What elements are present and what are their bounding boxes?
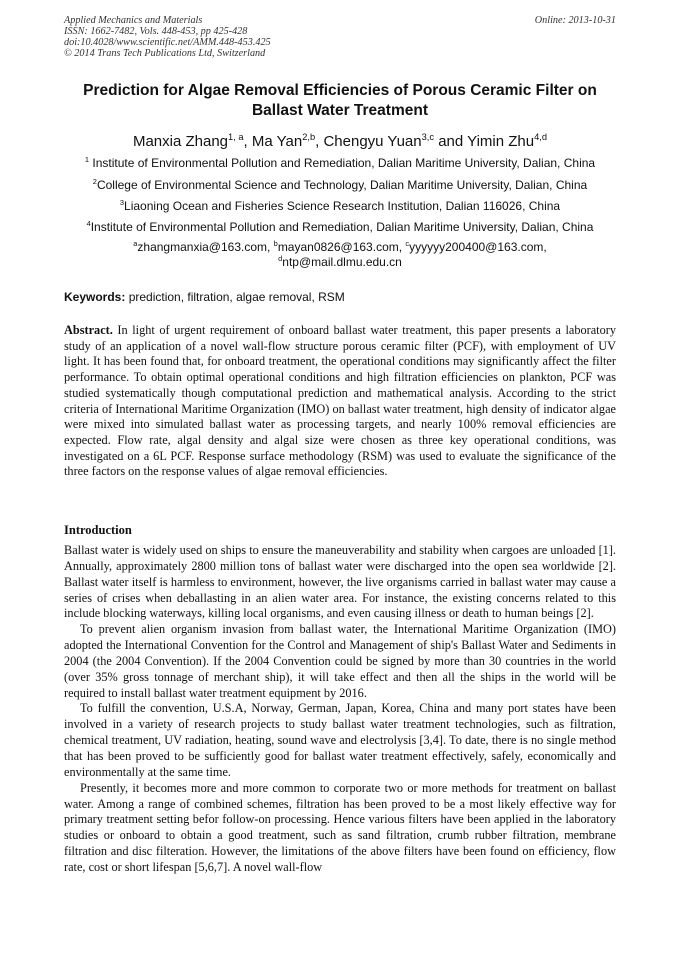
affiliation-sup: 3: [119, 198, 125, 207]
affiliation-2: [64, 178, 616, 192]
email-list: [64, 240, 616, 270]
keywords-label: Keywords:: [64, 290, 126, 304]
paper-title: Prediction for Algae Removal Efficiencies of Porous Ceramic Filter on Ballast Water Treatment: [83, 82, 597, 119]
author-affil-sup: 4,d: [534, 132, 548, 142]
author-name: Yimin Zhu: [467, 133, 535, 150]
affiliation-sup: 2: [92, 177, 97, 186]
paragraph: Ballast water is widely used on ships to ensure the maneuverability and stability when cargoes are unloaded [1]. Annually, approximately 2800 million tons of ballast water were discharged into the open sea worldwide [2]. Ballast water itself is harmless to environment, however, the live organisms carried in ballast water may cause a series of crises when deballasting in an alien water area. For instance, the existing concerns related to this include blocking waterways, killing local organisms, and even causing illness or death to human beings [2].: [64, 543, 616, 621]
journal-header: [64, 15, 616, 59]
author-name: Chengyu Yuan: [323, 133, 422, 150]
affiliation-text: Institute of Environmental Pollution and Remediation, Dalian Maritime University, Dalian, China: [89, 156, 596, 170]
affiliation-text: College of Environmental Science and Technology, Dalian Maritime University, Dalian, China: [96, 178, 588, 192]
affiliation-text: Institute of Environmental Pollution and Remediation, Dalian Maritime University, Dalian, China: [90, 220, 594, 234]
paragraph: Presently, it becomes more and more common to corporate two or more methods for treatment on ballast water. Among a range of combined schemes, filtration has been proved to be a most likely effective way for primary treatment setting befor follow-on processing. Hence various filters have been applied in the laboratory studies or onboard to obtain a good treatment, such as sand filtration, crumb rubber filtration, membrane filtration and disc filteration. However, the limitations of the above filters have been found on efficiency, flow rate, cost or short lifespan [5,6,7]. A novel wall-flow: [64, 780, 616, 874]
author-affil-sup: 3,c: [421, 132, 435, 142]
affiliation-text: Liaoning Ocean and Fisheries Science Research Institution, Dalian 116026, China: [124, 199, 561, 213]
email-sup: c: [405, 239, 410, 248]
abstract-label: Abstract.: [64, 323, 113, 337]
abstract-text: In light of urgent requirement of onboard ballast water treatment, this paper presents a laboratory study of an application of a novel wall-flow structure porous ceramic filter (PCF), with employment of UV light. It has been found that, for onboard treatment, the operational conditions may significantly affect the filter performance. To obtain optimal operational conditions and high filtration efficiencies on plankton, PCF was studied systematically though computational prediction and mathematical analysis. According to the strict criteria of International Maritime Organization (IMO) on ballast water treatment, high density of indicator algae were mixed into simulated ballast water as processing targets, and nearly 100% removal efficiencies are expected. Flow rate, algal density and algal size were chosen as three key operational conditions, was investigated on a 6L PCF. Response surface methodology (RSM) was used to evaluate the significance of the three factors on the response values of algae removal efficiencies.: [64, 323, 616, 479]
copyright-line: © 2014 Trans Tech Publications Ltd, Switzerland: [64, 48, 266, 59]
email-text: yyyyyy200400@163.com,: [409, 240, 547, 254]
keywords-text: prediction, filtration, algae removal, RSM: [125, 290, 345, 304]
affiliation-4: [64, 220, 616, 234]
abstract: [64, 323, 616, 480]
section-heading-introduction: Introduction: [64, 523, 132, 537]
introduction-body: [64, 543, 616, 876]
author-sep: ,: [243, 133, 252, 150]
affiliation-3: [64, 199, 616, 213]
email-sup: d: [278, 254, 283, 263]
issn-line: ISSN: 1662-7482, Vols. 448-453, pp 425-428: [64, 26, 248, 37]
affiliation-1: [64, 156, 616, 170]
author-sep: ,: [315, 133, 324, 150]
author-name: Manxia Zhang: [132, 133, 229, 150]
journal-name: Applied Mechanics and Materials: [64, 15, 203, 26]
email-text: zhangmanxia@163.com,: [137, 240, 274, 254]
email-line-2: [64, 255, 616, 270]
paragraph: To fulfill the convention, U.S.A, Norway, German, Japan, Korea, China and many port states have been involved in a variety of research projects to study ballast water treatment technologies, such as filtration, chemical treatment, UV radiation, heating, sound wave and electrolysis [3,4]. To date, there is no single method that has been proved to be sufficiently good for ballast water treatment effectively, safely, economically and environmentally at the same time.: [64, 701, 616, 779]
email-sup: b: [273, 239, 278, 248]
author-affil-sup: 1, a: [228, 132, 244, 142]
online-date: Online: 2013-10-31: [534, 15, 616, 26]
affiliation-sup: 1: [84, 155, 90, 164]
email-line-1: [64, 240, 616, 255]
doi-line: doi:10.4028/www.scientific.net/AMM.448-453.425: [64, 37, 271, 48]
author-sep: and: [434, 133, 468, 150]
email-text: mayan0826@163.com,: [277, 240, 406, 254]
author-name: Ma Yan: [251, 133, 303, 150]
paragraph: To prevent alien organism invasion from ballast water, the International Maritime Organization (IMO) adopted the International Convention for the Control and Management of ship's Ballast Water and Sediments in 2004 (the 2004 Convention). If the 2004 Convention could be signed by more than 30 countries in the world (over 35% gross tonnage of merchant ship), it will take effect and then all the ships in the world will be required to install ballast water treatment equipment by 2016.: [64, 622, 616, 700]
email-text: ntp@mail.dlmu.edu.cn: [282, 255, 402, 269]
author-list: [64, 133, 616, 151]
author-affil-sup: 2,b: [302, 132, 316, 142]
keywords: [64, 290, 616, 304]
affiliation-sup: 4: [86, 219, 91, 228]
email-sup: a: [133, 239, 138, 248]
